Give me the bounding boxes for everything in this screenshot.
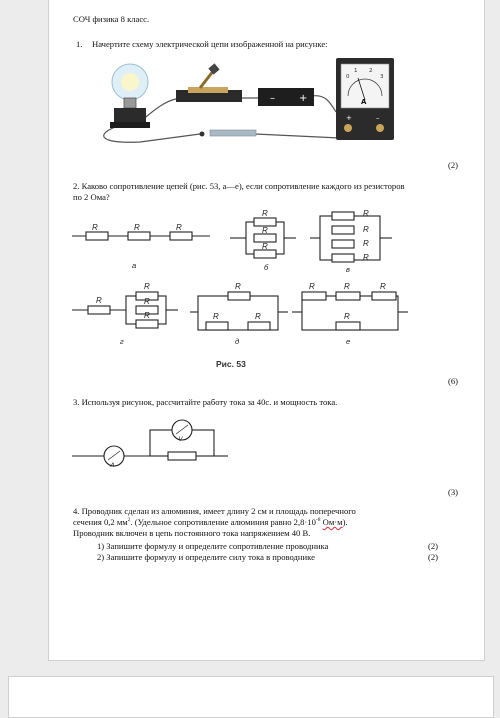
q2-text-line1: 2. Каково сопротивление цепей (рис. 53, а—е), если сопротивление каждого из резисторов xyxy=(73,181,405,191)
voltmeter-symbol xyxy=(172,420,192,443)
circuit-a xyxy=(72,232,210,240)
caption-b: б xyxy=(264,263,269,272)
resistor-label: R xyxy=(344,312,350,321)
q3-points: (3) xyxy=(448,487,459,497)
q4-task1-points: (2) xyxy=(428,541,439,551)
resistor-label: R xyxy=(363,253,369,262)
resistor-label: R xyxy=(176,223,182,232)
page-title: СОЧ физика 8 класс. xyxy=(73,14,150,24)
caption-d: д xyxy=(235,337,240,346)
svg-text:+: + xyxy=(346,114,352,122)
resistor-label: R xyxy=(344,282,350,291)
circuit-d xyxy=(190,292,288,330)
resistor-label: R xyxy=(380,282,386,291)
resistor-label: R xyxy=(144,311,150,320)
q1-text: Начертите схему электрической цепи изображенной на рисунке: xyxy=(92,39,328,49)
q1-points: (2) xyxy=(448,160,459,170)
resistor-label: R xyxy=(255,312,261,321)
circuit-e xyxy=(292,292,408,330)
resistor-label: R xyxy=(96,296,102,305)
resistor-circuits-figure xyxy=(70,204,410,374)
resistor-label: R xyxy=(134,223,140,232)
caption-e: е xyxy=(346,337,351,346)
resistor-label: R xyxy=(309,282,315,291)
q4-task1: 1) Запишите формулу и определите сопротивление проводника xyxy=(97,541,329,551)
lamp-icon xyxy=(110,64,150,128)
caption-v: в xyxy=(346,265,350,274)
svg-text:2: 2 xyxy=(369,68,373,74)
resistor-label: R xyxy=(363,209,369,218)
ammeter-icon xyxy=(336,58,394,140)
svg-text:1: 1 xyxy=(354,68,358,74)
circuit-v xyxy=(310,212,392,262)
resistor-label: R xyxy=(363,239,369,248)
svg-text:+: + xyxy=(299,93,308,104)
q4-text-line1: 4. Проводник сделан из алюминия, имеет длину 2 см и площадь поперечного xyxy=(73,506,356,516)
q2-points: (6) xyxy=(448,376,459,386)
svg-text:A: A xyxy=(361,98,367,106)
resistor-label: R xyxy=(262,209,268,218)
q4-task2-points: (2) xyxy=(428,552,439,562)
q1-number: 1. xyxy=(76,39,83,49)
q4-text-line2: сечения 0,2 $мм^2$. (Удельное сопротивление алюминия равно $2,8\cdot 10^{-8}$ Ом·м). xyxy=(73,517,348,527)
resistor-label: R xyxy=(92,223,98,232)
resistor-label: R xyxy=(213,312,219,321)
caption-a: а xyxy=(132,261,137,270)
resistor-label: R xyxy=(262,242,268,251)
q3-circuit xyxy=(72,420,232,472)
next-page xyxy=(8,676,494,718)
svg-text:0: 0 xyxy=(346,74,350,80)
resistor-label: R xyxy=(144,282,150,291)
svg-text:V: V xyxy=(178,436,183,443)
q4-text-line3: Проводник включен в цепь постоянного тока напряжением 40 В. xyxy=(73,528,311,538)
q4-task2: 2) Запишите формулу и определите силу тока в проводнике xyxy=(97,552,315,562)
battery-icon xyxy=(258,88,314,106)
resistor-label: R xyxy=(235,282,241,291)
svg-text:–: – xyxy=(376,114,380,122)
q2-text-line2: по 2 Ома? xyxy=(73,192,110,202)
q3-text: 3. Используя рисунок, рассчитайте работу тока за 40с. и мощность тока. xyxy=(73,397,338,407)
svg-text:A: A xyxy=(110,462,115,469)
circuit-g xyxy=(72,292,178,328)
ammeter-symbol xyxy=(104,446,124,469)
q1-circuit-photo xyxy=(90,54,400,146)
svg-text:3: 3 xyxy=(380,74,384,80)
resistor-label: R xyxy=(262,226,268,235)
circuit-b xyxy=(230,218,296,258)
figure-caption: Рис. 53 xyxy=(216,359,246,369)
switch-icon xyxy=(176,63,242,102)
resistor-label: R xyxy=(363,225,369,234)
caption-g: г xyxy=(120,337,124,346)
svg-text:–: – xyxy=(270,93,275,104)
resistor-label: R xyxy=(144,297,150,306)
rheostat-rod-icon xyxy=(200,130,257,137)
